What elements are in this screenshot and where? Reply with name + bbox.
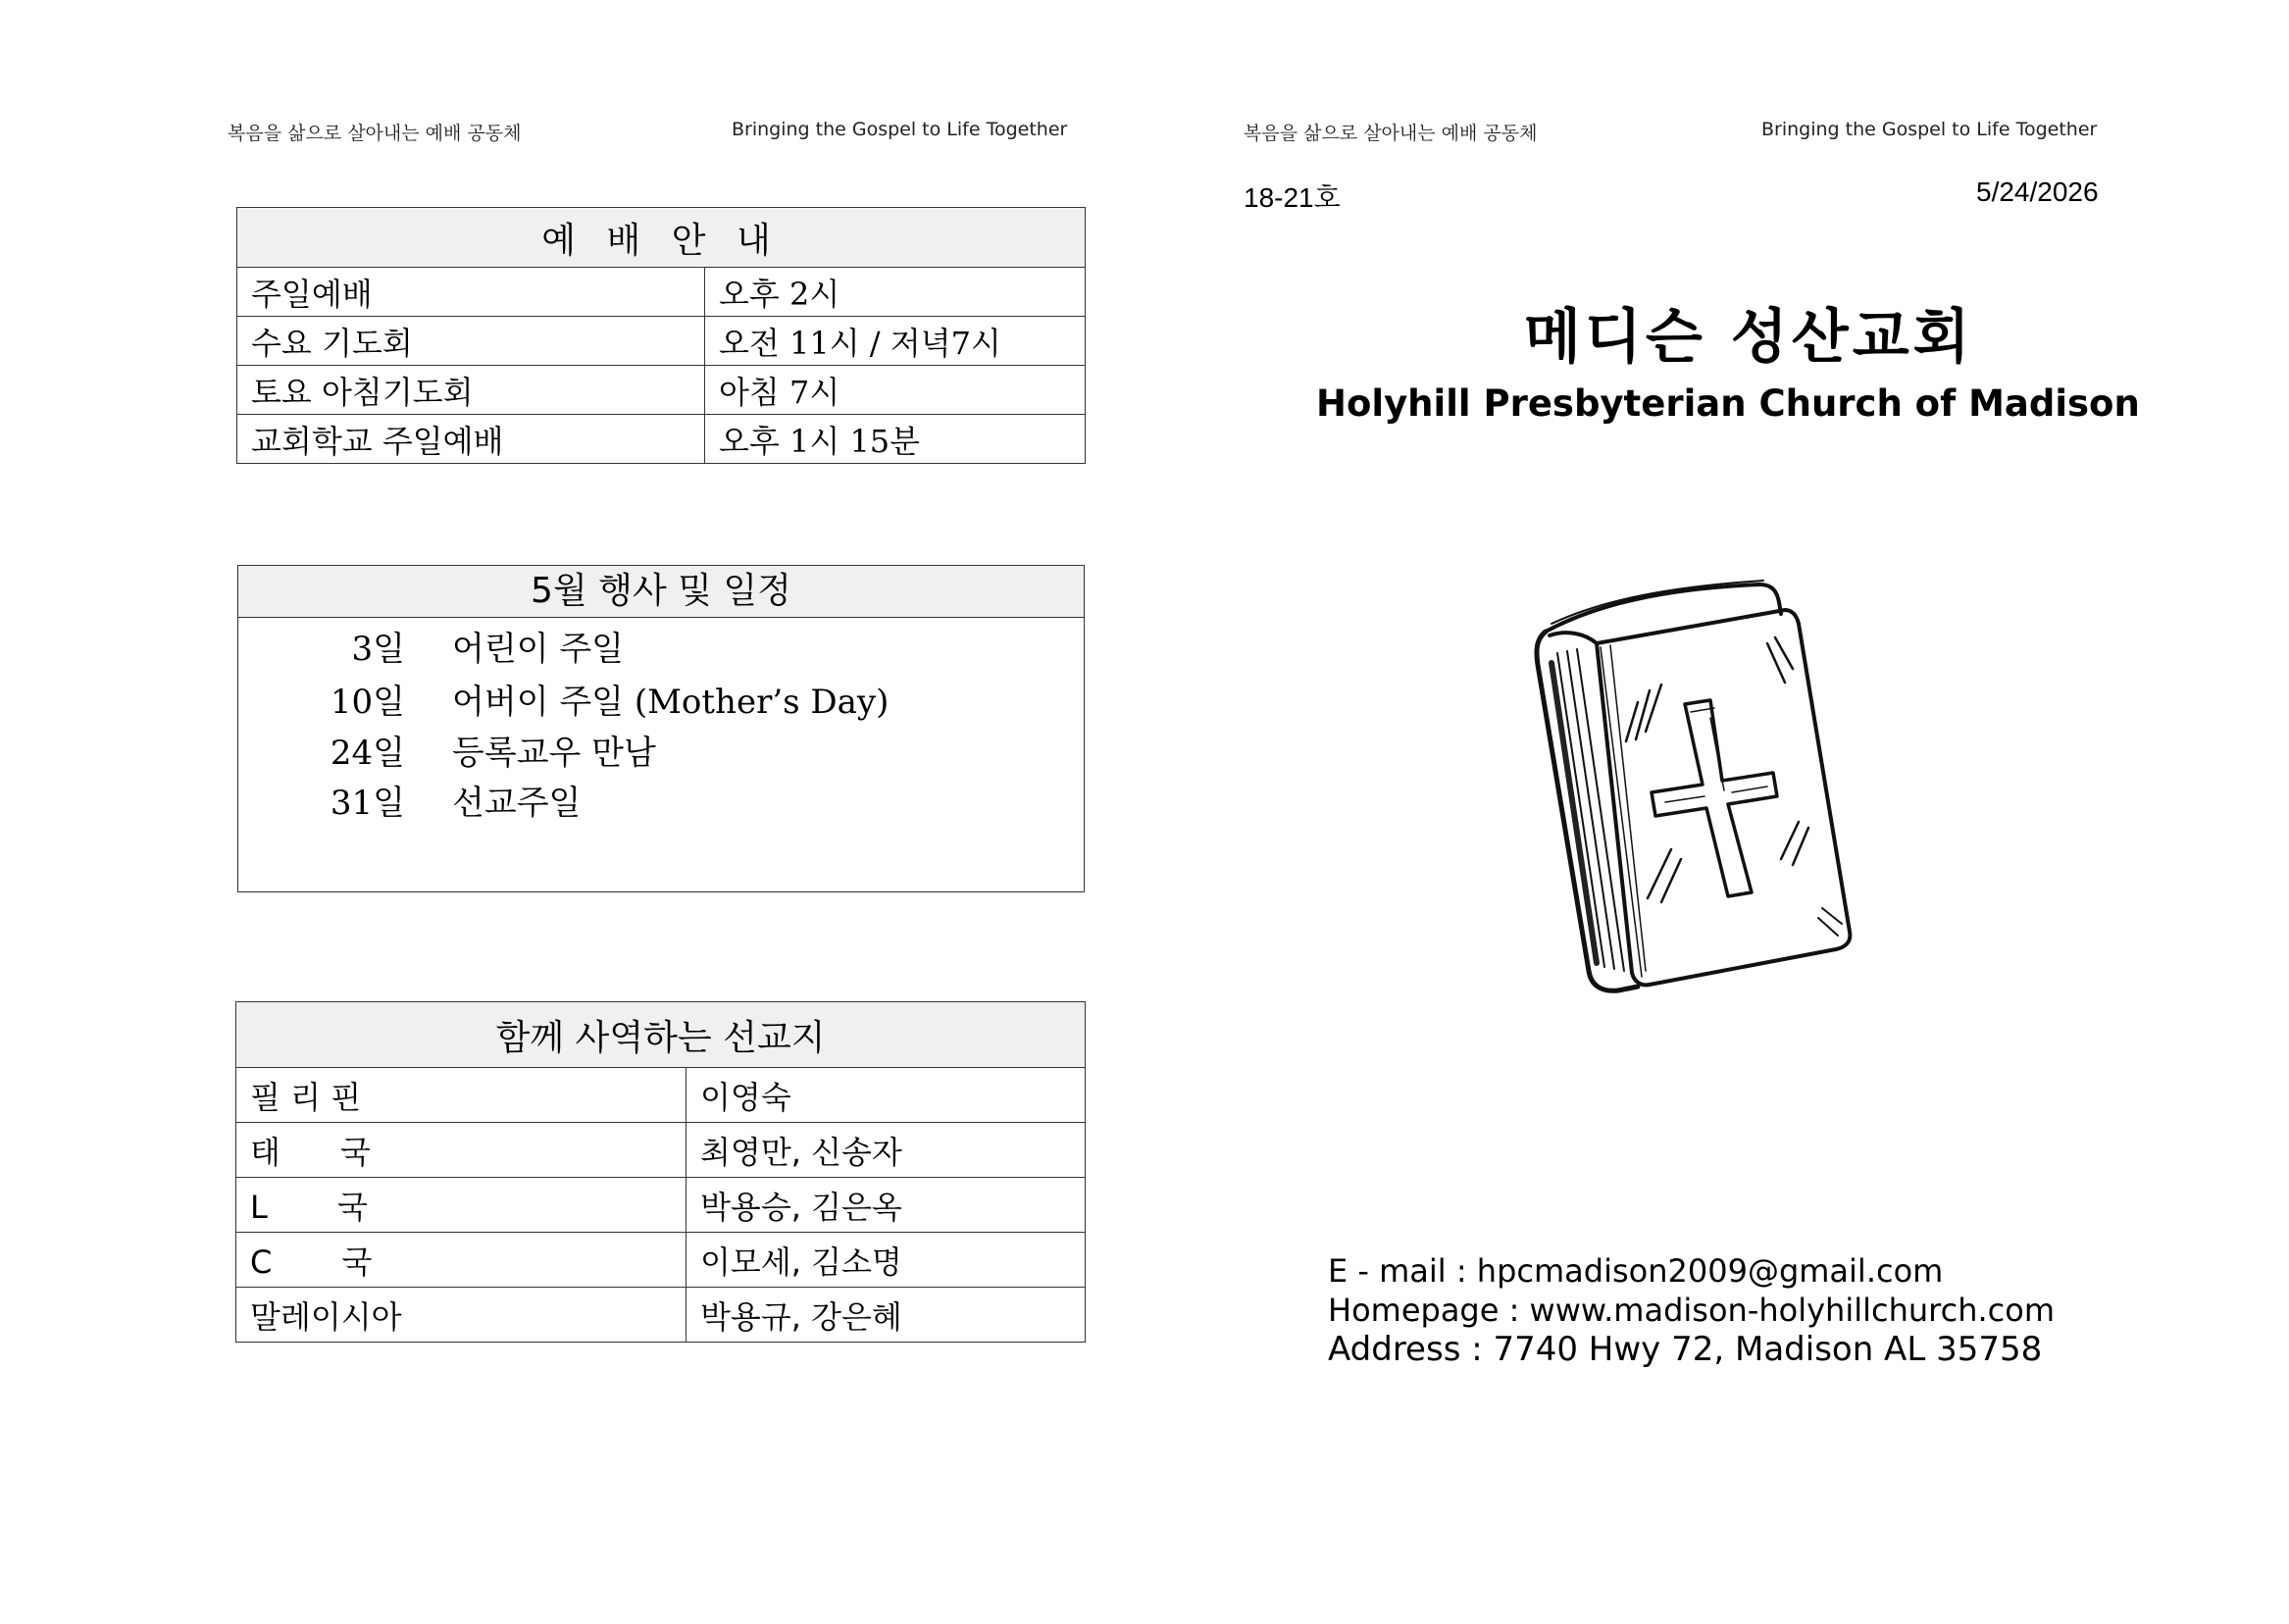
right-header-english: Bringing the Gospel to Life Together (1761, 119, 2098, 140)
bible-icon (1528, 575, 1861, 996)
contact-address: Address : 7740 Hwy 72, Madison AL 35758 (1328, 1330, 2043, 1369)
worship-table-title: 예 배 안 내 (237, 208, 1086, 268)
mission-table-title: 함께 사역하는 선교지 (236, 1002, 1086, 1068)
issue-number: 18-21호 (1244, 182, 1341, 213)
event-text: 선교주일 (452, 784, 582, 823)
worship-name: 교회학교 주일예배 (237, 415, 705, 464)
mission-names: 최영만, 신송자 (687, 1123, 1086, 1178)
mission-names: 이영숙 (687, 1068, 1086, 1123)
event-text: 등록교우 만남 (452, 734, 656, 773)
event-text: 어린이 주일 (452, 630, 625, 669)
mission-place: L 국 (236, 1178, 687, 1233)
table-row (236, 1288, 1086, 1343)
worship-name: 토요 아침기도회 (237, 366, 705, 415)
mission-names: 박용규, 강은혜 (687, 1288, 1086, 1343)
mission-place: C 국 (236, 1233, 687, 1288)
list-item (238, 779, 1084, 828)
mission-names: 박용승, 김은옥 (687, 1178, 1086, 1233)
church-name-korean: 메디슨 성산교회 (1524, 303, 1974, 372)
table-row (236, 1178, 1086, 1233)
event-day: 3일 (351, 630, 405, 669)
list-item (238, 625, 1084, 674)
worship-schedule-table (236, 207, 1086, 464)
mission-field-table (235, 1001, 1086, 1343)
worship-time: 아침 7시 (705, 366, 1086, 415)
table-row (236, 1123, 1086, 1178)
worship-time: 오전 11시 / 저녁7시 (705, 317, 1086, 366)
mission-place: 필 리 핀 (236, 1068, 687, 1123)
worship-time: 오후 1시 15분 (705, 415, 1086, 464)
table-row (237, 366, 1086, 415)
list-item (238, 729, 1084, 778)
monthly-events-box (237, 565, 1085, 892)
worship-name: 주일예배 (237, 268, 705, 317)
mission-place: 태 국 (236, 1123, 687, 1178)
table-row (237, 415, 1086, 464)
table-row (237, 268, 1086, 317)
worship-name: 수요 기도회 (237, 317, 705, 366)
list-item (238, 678, 1084, 727)
event-day: 24일 (330, 734, 405, 773)
left-header-korean: 복음을 삶으로 살아내는 예배 공동체 (228, 123, 522, 144)
contact-email: E - mail : hpcmadison2009@gmail.com (1328, 1252, 1944, 1290)
worship-time: 오후 2시 (705, 268, 1086, 317)
right-header-korean: 복음을 삶으로 살아내는 예배 공동체 (1244, 123, 1538, 144)
event-text: 어버이 주일 (Mother’s Day) (452, 683, 890, 722)
mission-names: 이모세, 김소명 (687, 1233, 1086, 1288)
event-day: 31일 (330, 784, 405, 823)
events-title: 5월 행사 및 일정 (238, 566, 1084, 618)
table-row (236, 1068, 1086, 1123)
mission-place: 말레이시아 (236, 1288, 687, 1343)
table-row (237, 317, 1086, 366)
table-row (236, 1233, 1086, 1288)
event-day: 10일 (330, 683, 405, 722)
church-name-english: Holyhill Presbyterian Church of Madison (1316, 382, 2140, 425)
left-header-english: Bringing the Gospel to Life Together (732, 119, 1068, 140)
bulletin-date: 5/24/2026 (1976, 177, 2099, 207)
contact-homepage: Homepage : www.madison-holyhillchurch.com (1328, 1292, 2055, 1329)
